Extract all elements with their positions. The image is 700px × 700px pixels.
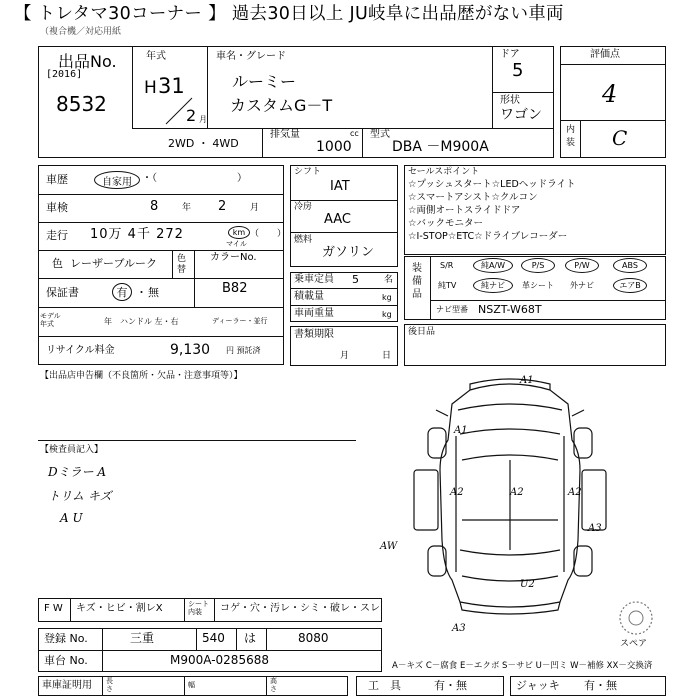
registration-pref: 三重 [130,631,155,645]
doc-note: （複合機／対応用紙 [40,27,122,37]
mark-a2-right: A2 [568,487,582,498]
seller-note-label: 【出品店申告欄（不良箇所・欠品・注意事項等）】 [40,371,243,381]
displacement-label: 排気量 [270,129,300,140]
ac-label: 冷房 [294,202,313,212]
mileage-unit-circle: km [228,226,250,239]
weight-label: 車両重量 [294,308,334,319]
equip-ext-navi: 外ナビ [570,281,594,290]
shift-label: シフト [294,167,322,177]
displacement-unit: cc [350,129,359,138]
equip-pw-circle: P/W [565,258,599,273]
year-month-suffix: 月 [199,115,207,124]
mark-u2: U2 [520,579,535,590]
seat-text: コゲ・穴・汚レ・シミ・破レ・スレ [220,603,380,614]
cert-height: 高さ [270,677,277,693]
inspection-month: 2 [218,199,227,214]
mileage-mile: マイル [226,240,247,248]
year-month: 2 [186,106,197,125]
model-grade: カスタムG－T [230,96,333,115]
mileage-label: 走行 [46,229,68,242]
year-value: 31 [158,74,185,98]
shape-value: ワゴン [500,107,542,123]
sales-item-2: ☆スマートアシスト☆クルコン [408,192,538,203]
shape-label: 形状 [500,95,520,106]
sales-label: セールスポイント [408,167,480,177]
later-label: 後日品 [408,327,436,337]
fw-text: キズ・ヒビ・割レX [76,603,163,614]
drive-label: 2WD ・ 4WD [168,137,239,150]
mileage-paren: （ ） [250,229,287,239]
registration-kana: は [244,631,257,645]
mark-a1-left: A1 [454,425,468,436]
registration-class: 540 [202,631,225,645]
mileage-value: 10万 4千 272 [90,227,184,242]
model-year-dealer: ディーラー・並行 [212,317,268,325]
mark-a3-right: A3 [588,523,602,534]
mark-a1-top: A1 [520,375,534,386]
warranty-no: 無 [148,286,159,299]
sales-item-3: ☆両側オートスライドドア [408,205,521,216]
lot-label: 出品No. [58,52,117,71]
score-value: 4 [602,80,618,108]
history-rest: ・（ ） [142,173,247,184]
capacity-unit: 名 [384,275,394,285]
cert-width: 幅 [188,681,195,689]
color-value: レーザーブルーク [70,257,158,270]
type-label: 型式 [370,129,390,140]
score-label: 評価点 [590,49,620,60]
fuel-value: ガソリン [322,245,375,260]
fuel-label: 燃料 [294,235,313,245]
recycle-label: リサイクル料金 [46,345,115,356]
shift-value: IAT [330,179,350,194]
lot-year-stamp: [2016] [46,69,83,80]
warranty-sep: ・ [136,286,147,299]
load-unit: kg [382,293,392,302]
interior-label: 内装 [566,125,576,148]
inspection-month-unit: 月 [250,203,260,213]
interior-value: C [612,126,628,150]
fw-label: F W [44,603,63,614]
color-code: B82 [222,281,248,296]
type-value: DBA －M900A [392,139,489,155]
doors-value: 5 [512,60,524,81]
equip-leather: 革シート [522,281,554,290]
chassis-value: M900A-0285688 [170,653,269,667]
spare-label: スペア [620,639,648,649]
sales-item-4: ☆バックモニター [408,218,484,229]
chassis-label: 車台 No. [44,654,88,667]
docs-label: 書類期限 [294,329,334,340]
spare-tire-icon [618,600,654,636]
equip-sr: S/R [440,261,454,270]
navi-value: NSZT-W68T [478,303,542,316]
doors-label: ドア [500,49,520,60]
inspection-year: 8 [150,199,159,214]
jack-value: 有・無 [584,679,617,692]
equip-aw-circle: 純A/W [473,258,513,273]
mark-a2-left: A2 [450,487,464,498]
later-block [404,324,666,366]
equip-airbag-circle: エアB [613,278,647,293]
legend: A－キズ C－腐食 E－エクボ S－サビ U－凹ミ W－補修 XX－交換済 [392,661,653,671]
inspector-line-1: Dミラー A [48,465,107,479]
model-year-label: モデル年式 [40,312,61,329]
capacity-value: 5 [352,273,359,286]
tools-label: 工 具 [368,679,401,692]
color-code-label: カラーNo. [210,252,257,263]
history-label: 車歴 [46,173,68,186]
capacity-label: 乗車定員 [294,274,334,285]
mark-a2-center: A2 [510,487,524,498]
equipment-label: 装備品 [412,263,422,300]
model-name: ルーミー [232,72,297,91]
equip-tv: 純TV [438,281,457,290]
displacement-value: 1000 [316,139,352,155]
load-label: 積載量 [294,291,324,302]
warranty-label: 保証書 [46,286,79,299]
year-label: 年式 [146,51,166,62]
equip-ps-circle: P/S [521,258,555,273]
lot-number: 8532 [56,92,107,116]
mark-aw: AW [380,541,398,552]
sales-item-1: ☆プッシュスタート☆LEDヘッドライト [408,179,576,190]
banner: 【 トレタマ30コーナー 】 過去30日以上 JU岐阜に出品歴がない車両 [14,4,564,24]
seat-label: シート内装 [188,600,209,617]
model-label: 車名・グレード [216,51,286,62]
history-circle: 自家用 [94,171,140,189]
model-year-year: 年 [104,317,112,326]
cert-length: 長さ [106,677,113,693]
docs-month: 月 [340,351,350,361]
registration-number: 8080 [298,631,329,645]
sales-item-5: ☆I-STOP☆ETC☆ドライブレコーダー [408,231,568,242]
inspection-year-unit: 年 [182,203,192,213]
mark-a3-bottom: A3 [452,623,466,634]
jack-label: ジャッキ [516,679,560,692]
cert-label: 車庫証明用 [42,680,92,691]
recycle-value: 9,130 [170,342,211,358]
inspector-line-2: トリム キズ [48,489,112,503]
tools-value: 有・無 [434,679,467,692]
registration-label: 登録 No. [44,632,88,645]
ac-value: AAC [324,212,351,227]
navi-label: ナビ型番 [436,305,468,314]
inspection-label: 車検 [46,201,68,214]
weight-unit: kg [382,310,392,319]
equip-navi-circle: 純ナビ [473,278,513,293]
year-era: H [144,78,157,98]
warranty-yes-circle: 有 [112,283,132,301]
docs-day: 日 [382,351,392,361]
equip-abs-circle: ABS [613,258,647,273]
color-change-label: 色替 [177,254,187,275]
color-label: 色 [52,257,63,270]
recycle-unit: 円 預託済 [226,346,261,355]
inspector-label: 【検査員記入】 [40,445,104,455]
inspector-line-3: A U [60,511,83,525]
model-year-handle: ハンドル 左・右 [120,317,179,326]
